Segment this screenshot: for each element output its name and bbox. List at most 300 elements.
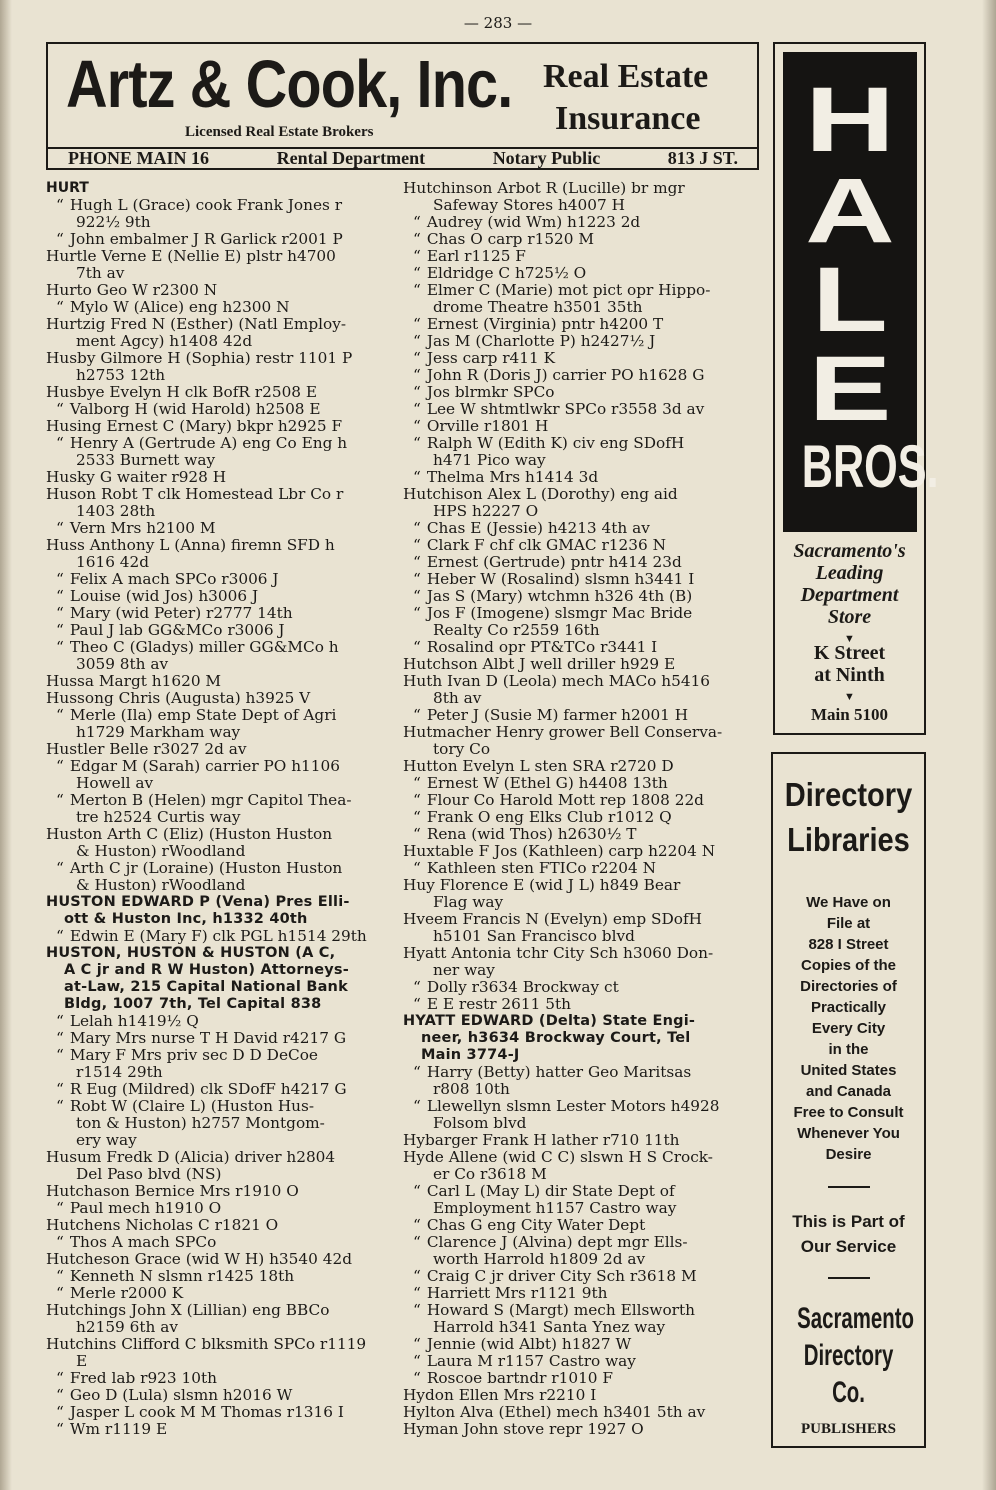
- directory-entry: [46, 1370, 391, 1387]
- entry-line: h2159 6th av: [76, 1318, 178, 1336]
- entry-line: “ Ernest W (Ethel G) h4408 13th: [403, 775, 761, 792]
- page-gutter-shadow: [0, 0, 12, 1490]
- entry-line: 1616 42d: [76, 553, 150, 571]
- directory-entry: [46, 282, 391, 299]
- entry-line: “ Frank O eng Elks Club r1012 Q: [403, 809, 761, 826]
- dir-ad-body: [773, 892, 924, 1165]
- entry-line: & Huston) rWoodland: [76, 876, 246, 894]
- ad-licensed-line: Licensed Real Estate Brokers: [185, 124, 374, 140]
- directory-entry: [46, 486, 391, 520]
- entry-line: A C jr and R W Huston) Attorneys-: [64, 962, 349, 978]
- entry-line: “ Howard S (Margt) mech Ellsworth: [403, 1302, 761, 1319]
- directory-entry: [403, 877, 761, 911]
- hale-address-line: at Ninth: [814, 664, 885, 686]
- entry-line: Husing Ernest C (Mary) bkpr h2925 F: [46, 417, 343, 435]
- entry-line: “ Rena (wid Thos) h2630½ T: [403, 826, 761, 843]
- directory-entry: [46, 1336, 391, 1370]
- entry-line: “ Harry (Betty) hatter Geo Maritsas: [403, 1064, 761, 1081]
- directory-entry: [403, 571, 761, 588]
- dir-ad-body-line: We Have on: [806, 894, 891, 911]
- entry-line: Husky G waiter r928 H: [46, 468, 227, 486]
- entry-line: Harrold h341 Santa Ynez way: [433, 1318, 666, 1336]
- entry-line: “ Craig C jr driver City Sch r3618 M: [403, 1268, 761, 1285]
- entry-line: “ Chas G eng City Water Dept: [403, 1217, 761, 1234]
- directory-entry: [46, 316, 391, 350]
- directory-entry: [403, 520, 761, 537]
- entry-line: “ Llewellyn slsmn Lester Motors h4928: [403, 1098, 761, 1115]
- directory-entry: [46, 1234, 391, 1251]
- dir-ad-body-line: and Canada: [805, 1083, 892, 1100]
- directory-entry: [46, 1421, 391, 1438]
- directory-entry: [403, 1217, 761, 1234]
- entry-line: “ Ralph W (Edith K) civ eng SDofH: [403, 435, 761, 452]
- directory-entry: [403, 248, 761, 265]
- directory-entry: [403, 1404, 761, 1421]
- entry-line: HUSTON EDWARD P (Vena) Pres Elli-: [46, 894, 350, 910]
- directory-entry: [403, 1149, 761, 1183]
- entry-line: “ Merle (Ila) emp State Dept of Agri: [46, 707, 391, 724]
- entry-line: “ Edgar M (Sarah) carrier PO h1106: [46, 758, 391, 775]
- entry-line: 7th av: [76, 264, 125, 282]
- ad-service-insurance: Insurance: [555, 100, 701, 137]
- dir-ad-company-line: Co.: [832, 1376, 865, 1409]
- ad-footer-rental: Rental Department: [276, 148, 426, 168]
- entry-line: “ Chas E (Jessie) h4213 4th av: [403, 520, 761, 537]
- artz-cook-advertisement: [46, 42, 759, 170]
- hale-bros-advertisement: [773, 42, 939, 735]
- entry-line: Huy Florence E (wid J L) h849 Bear: [403, 876, 681, 894]
- entry-line: “ Jas S (Mary) wtchmn h326 4th (B): [403, 588, 761, 605]
- directory-entry: [403, 911, 761, 945]
- entry-line: Hussong Chris (Augusta) h3925 V: [46, 689, 311, 707]
- directory-entry: [403, 1302, 761, 1336]
- entry-line: “ Audrey (wid Wm) h1223 2d: [403, 214, 761, 231]
- entry-line: Employment h1157 Castro way: [433, 1199, 677, 1217]
- entry-line: “ Earl r1125 F: [403, 248, 761, 265]
- directory-entry: [46, 299, 391, 316]
- down-arrow-icon: ▼: [844, 691, 855, 703]
- entry-line: Hutcheson Grace (wid W H) h3540 42d: [46, 1250, 352, 1268]
- directory-entry: [403, 486, 761, 520]
- entry-line: “ Merton B (Helen) mgr Capitol Thea-: [46, 792, 391, 809]
- hale-bros-wordmark: BROS.: [801, 433, 939, 500]
- directory-entry: [46, 231, 391, 248]
- entry-line: Hutton Evelyn L sten SRA r2720 D: [403, 757, 674, 775]
- entry-line: h2753 12th: [76, 366, 166, 384]
- page-edge-shadow: [982, 0, 996, 1490]
- entry-line: ott & Huston Inc, h1332 40th: [64, 911, 308, 927]
- entry-line: Hutchings John X (Lillian) eng BBCo: [46, 1301, 330, 1319]
- directory-entry: [403, 1285, 761, 1302]
- entry-line: “ Mylo W (Alice) eng h2300 N: [46, 299, 391, 316]
- entry-line: HPS h2227 O: [433, 502, 539, 520]
- entry-line: “ Jennie (wid Albt) h1827 W: [403, 1336, 761, 1353]
- entry-line: “ Eldridge C h725½ O: [403, 265, 761, 282]
- directory-entry: [403, 333, 761, 350]
- dir-ad-body-line: Practically: [810, 999, 887, 1016]
- dir-ad-rule: [828, 1277, 870, 1279]
- entry-line: Hurto Geo W r2300 N: [46, 281, 218, 299]
- directory-entry: [46, 1030, 391, 1047]
- dir-ad-body-line: Every City: [811, 1020, 886, 1037]
- directory-entry: [403, 996, 761, 1013]
- hale-address-line: K Street: [813, 642, 886, 664]
- directory-entry: [403, 724, 761, 758]
- directory-entry: [403, 605, 761, 639]
- entry-line: Safeway Stores h4007 H: [433, 196, 625, 214]
- entry-line: 2533 Burnett way: [76, 451, 216, 469]
- entry-line: Hurtzig Fred N (Esther) (Natl Employ-: [46, 315, 347, 333]
- ad-brand-name: Artz & Cook, Inc.: [66, 47, 513, 122]
- ad-footer-address: 813 J ST.: [667, 148, 738, 168]
- dir-ad-service-line: Our Service: [800, 1237, 897, 1256]
- dir-ad-body-line: 828 I Street: [808, 936, 889, 953]
- directory-entry: [46, 1404, 391, 1421]
- directory-entry: [403, 1387, 761, 1404]
- entry-line: “ Henry A (Gertrude A) eng Co Eng h: [46, 435, 391, 452]
- ad-footer: [68, 148, 738, 169]
- directory-entry: [46, 1081, 391, 1098]
- directory-entry: [403, 554, 761, 571]
- hale-tagline-line: Store: [827, 606, 872, 628]
- entry-line: “ Chas O carp r1520 M: [403, 231, 761, 248]
- dir-ad-company-line: Directory: [803, 1339, 894, 1372]
- directory-entry: [46, 1285, 391, 1302]
- entry-line: Hutchens Nicholas C r1821 O: [46, 1216, 279, 1234]
- entry-line: tory Co: [433, 740, 491, 758]
- directory-entry: [403, 979, 761, 996]
- directory-entry: [46, 1200, 391, 1217]
- directory-entry: [403, 214, 761, 231]
- directory-entry: [46, 469, 391, 486]
- entry-line: “ Thelma Mrs h1414 3d: [403, 469, 761, 486]
- entry-line: “ Laura M r1157 Castro way: [403, 1353, 761, 1370]
- directory-entry: [403, 1064, 761, 1098]
- entry-line: “ Paul J lab GG&MCo r3006 J: [46, 622, 391, 639]
- entry-line: “ Jas M (Charlotte P) h2427½ J: [403, 333, 761, 350]
- directory-entry: [403, 860, 761, 877]
- entry-line: Huson Robt T clk Homestead Lbr Co r: [46, 485, 344, 503]
- directory-entry: [46, 1183, 391, 1200]
- entry-line: Husum Fredk D (Alicia) driver h2804: [46, 1148, 336, 1166]
- entry-line: Hutchinson Arbot R (Lucille) br mgr: [403, 179, 685, 197]
- hale-tagline-line: Leading: [815, 562, 884, 584]
- ad-footer-notary: Notary Public: [492, 148, 601, 168]
- entry-line: “ Kenneth N slsmn r1425 18th: [46, 1268, 391, 1285]
- directory-entry: [403, 384, 761, 401]
- directory-entry: [403, 469, 761, 486]
- entry-line: “ Jos blrmkr SPCo: [403, 384, 761, 401]
- dir-ad-body-line: in the: [828, 1041, 869, 1058]
- entry-line: E: [76, 1352, 88, 1370]
- entry-line: “ Ernest (Gertrude) pntr h414 23d: [403, 554, 761, 571]
- directory-entry: [403, 775, 761, 792]
- directory-entry: [403, 180, 761, 214]
- directory-entry: [403, 809, 761, 826]
- directory-entry: [403, 418, 761, 435]
- directory-entry: [403, 792, 761, 809]
- directory-entry: [46, 350, 391, 384]
- entry-line: “ Theo C (Gladys) miller GG&MCo h: [46, 639, 391, 656]
- directory-entry: [46, 690, 391, 707]
- directory-entry: [403, 1353, 761, 1370]
- directory-entry: [403, 265, 761, 282]
- directory-column-right: [403, 180, 761, 1438]
- directory-entry: [46, 605, 391, 622]
- entry-line: “ Kathleen sten FTICo r2204 N: [403, 860, 761, 877]
- dir-ad-service: [773, 1209, 924, 1259]
- hale-tagline-line: Sacramento's: [793, 540, 906, 562]
- entry-line: “ Dolly r3634 Brockway ct: [403, 979, 761, 996]
- entry-line: “ Fred lab r923 10th: [46, 1370, 391, 1387]
- dir-ad-service-line: This is Part of: [792, 1212, 905, 1231]
- entry-line: 8th av: [433, 689, 482, 707]
- entry-line: Hveem Francis N (Evelyn) emp SDofH: [403, 910, 702, 928]
- directory-entry: [403, 1234, 761, 1268]
- entry-line: Hussa Margt h1620 M: [46, 672, 222, 690]
- directory-entry: [403, 1370, 761, 1387]
- directory-entry: [46, 571, 391, 588]
- directory-entry: [403, 1268, 761, 1285]
- ad-service-real-estate: Real Estate: [543, 58, 709, 95]
- dir-ad-body-line: Desire: [825, 1146, 872, 1163]
- dir-ad-body-line: Directories of: [800, 978, 897, 995]
- directory-entry: [403, 1132, 761, 1149]
- entry-line: “ Robt W (Claire L) (Huston Hus-: [46, 1098, 391, 1115]
- entry-line: Hutchson Albt J well driller h929 E: [403, 655, 676, 673]
- entry-line: “ Roscoe bartndr r1010 F: [403, 1370, 761, 1387]
- hale-letter-e: E: [808, 338, 892, 440]
- down-arrow-icon: ▼: [844, 633, 855, 645]
- directory-entry: [46, 792, 391, 826]
- entry-line: “ John R (Doris J) carrier PO h1628 G: [403, 367, 761, 384]
- directory-entry: [46, 1387, 391, 1404]
- directory-entry: [46, 860, 391, 894]
- surname-heading: [46, 180, 391, 197]
- directory-entry: [46, 894, 391, 928]
- directory-entry: [46, 1268, 391, 1285]
- entry-line: Huss Anthony L (Anna) firemn SFD h: [46, 536, 335, 554]
- dir-ad-company-line: Sacramento: [797, 1302, 914, 1335]
- entry-line: Hyde Allene (wid C C) slswn H S Crock-: [403, 1148, 713, 1166]
- entry-line: “ Wm r1119 E: [46, 1421, 391, 1438]
- entry-line: Husbye Evelyn H clk BofR r2508 E: [46, 383, 318, 401]
- entry-line: Folsom blvd: [433, 1114, 527, 1132]
- entry-line: “ Valborg H (wid Harold) h2508 E: [46, 401, 391, 418]
- hale-letter-h: H: [805, 69, 895, 171]
- directory-entry: [403, 537, 761, 554]
- directory-entry: [46, 622, 391, 639]
- directory-entry: [46, 1098, 391, 1149]
- directory-entry: [46, 248, 391, 282]
- directory-entry: [46, 1047, 391, 1081]
- entry-line: HURT: [46, 180, 89, 196]
- directory-entry: [403, 843, 761, 860]
- entry-line: Hutchason Bernice Mrs r1910 O: [46, 1182, 299, 1200]
- entry-line: h5101 San Francisco blvd: [433, 927, 635, 945]
- entry-line: Husby Gilmore H (Sophia) restr 1101 P: [46, 349, 353, 367]
- entry-line: “ Hugh L (Grace) cook Frank Jones r: [46, 197, 391, 214]
- dir-ad-body-line: File at: [826, 915, 871, 932]
- directory-entry: [403, 367, 761, 384]
- hale-tagline: [775, 540, 924, 650]
- directory-entry: [403, 350, 761, 367]
- entry-line: Howell av: [76, 774, 154, 792]
- entry-line: 1403 28th: [76, 502, 156, 520]
- directory-entry: [46, 1251, 391, 1268]
- entry-line: Bldg, 1007 7th, Tel Capital 838: [64, 996, 322, 1012]
- entry-line: “ Jos F (Imogene) slsmgr Mac Bride: [403, 605, 761, 622]
- entry-line: 3059 8th av: [76, 655, 169, 673]
- directory-entry: [46, 418, 391, 435]
- dir-ad-body-line: Free to Consult: [793, 1104, 904, 1121]
- entry-line: “ Carl L (May L) dir State Dept of: [403, 1183, 761, 1200]
- directory-entry: [46, 741, 391, 758]
- directory-entry: [46, 197, 391, 231]
- entry-line: “ Mary F Mrs priv sec D D DeCoe: [46, 1047, 391, 1064]
- entry-line: “ Rosalind opr PT&TCo r3441 I: [403, 639, 761, 656]
- entry-line: h1729 Markham way: [76, 723, 241, 741]
- hale-tagline-line: Department: [800, 584, 899, 606]
- entry-line: “ Louise (wid Jos) h3006 J: [46, 588, 391, 605]
- entry-line: Hyatt Antonia tchr City Sch h3060 Don-: [403, 944, 714, 962]
- directory-entry: [403, 758, 761, 775]
- directory-entry: [46, 758, 391, 792]
- entry-line: Hylton Alva (Ethel) mech h3401 5th av: [403, 1403, 706, 1421]
- directory-entry: [403, 945, 761, 979]
- entry-line: drome Theatre h3501 35th: [433, 298, 643, 316]
- directory-entry: [403, 639, 761, 656]
- directory-entry: [46, 1302, 391, 1336]
- dir-ad-body-line: Whenever You: [797, 1125, 900, 1142]
- directory-entry: [46, 928, 391, 945]
- entry-line: “ Elmer C (Marie) mot pict opr Hippo-: [403, 282, 761, 299]
- entry-line: “ Geo D (Lula) slsmn h2016 W: [46, 1387, 391, 1404]
- entry-line: Del Paso blvd (NS): [76, 1165, 222, 1183]
- entry-line: Flag way: [433, 893, 504, 911]
- entry-line: er Co r3618 M: [433, 1165, 547, 1183]
- entry-line: “ Edwin E (Mary F) clk PGL h1514 29th: [46, 928, 391, 945]
- entry-line: Hydon Ellen Mrs r2210 I: [403, 1386, 597, 1404]
- dir-ad-body-line: United States: [800, 1062, 897, 1079]
- dir-ad-rule: [828, 1186, 870, 1188]
- entry-line: ment Agcy) h1408 42d: [76, 332, 253, 350]
- entry-line: Main 3774-J: [421, 1047, 520, 1063]
- page-number: — 283 —: [463, 14, 533, 32]
- directory-entry: [403, 435, 761, 469]
- entry-line: 922½ 9th: [76, 213, 151, 231]
- dir-ad-publishers: PUBLISHERS: [800, 1421, 897, 1437]
- entry-line: HUSTON, HUSTON & HUSTON (A C,: [46, 945, 336, 961]
- directory-entry: [46, 1217, 391, 1234]
- directory-entry: [403, 656, 761, 673]
- directory-entry: [403, 1013, 761, 1064]
- directory-entry: [46, 639, 391, 673]
- directory-libraries-advertisement: [771, 752, 926, 1448]
- directory-entry: [46, 401, 391, 418]
- entry-line: Hyman John stove repr 1927 O: [403, 1420, 644, 1438]
- directory-entry: [403, 231, 761, 248]
- directory-entry: [46, 707, 391, 741]
- entry-line: & Huston) rWoodland: [76, 842, 246, 860]
- directory-entry: [46, 520, 391, 537]
- entry-line: “ Harriett Mrs r1121 9th: [403, 1285, 761, 1302]
- dir-ad-company: [797, 1300, 914, 1411]
- entry-line: worth Harrold h1809 2d av: [433, 1250, 646, 1268]
- directory-entry: [46, 945, 391, 1013]
- entry-line: neer, h3634 Brockway Court, Tel: [421, 1030, 691, 1046]
- directory-entry: [403, 1336, 761, 1353]
- entry-line: “ Peter J (Susie M) farmer h2001 H: [403, 707, 761, 724]
- directory-entry: [403, 1421, 761, 1438]
- entry-line: “ Mary Mrs nurse T H David r4217 G: [46, 1030, 391, 1047]
- entry-line: “ Orville r1801 H: [403, 418, 761, 435]
- entry-line: “ Paul mech h1910 O: [46, 1200, 391, 1217]
- entry-line: “ Jasper L cook M M Thomas r1316 I: [46, 1404, 391, 1421]
- entry-line: “ Mary (wid Peter) r2777 14th: [46, 605, 391, 622]
- hale-address: [775, 642, 924, 708]
- entry-line: “ Thos A mach SPCo: [46, 1234, 391, 1251]
- directory-entry: [403, 1183, 761, 1217]
- directory-entry: [403, 707, 761, 724]
- entry-line: Huth Ivan D (Leola) mech MACo h5416: [403, 672, 711, 690]
- directory-entry: [403, 1098, 761, 1132]
- entry-line: “ Felix A mach SPCo r3006 J: [46, 571, 391, 588]
- entry-line: ner way: [433, 961, 495, 979]
- entry-line: Huxtable F Jos (Kathleen) carp h2204 N: [403, 842, 716, 860]
- directory-column-left: [46, 180, 391, 1438]
- entry-line: “ Arth C jr (Loraine) (Huston Huston: [46, 860, 391, 877]
- entry-line: “ Heber W (Rosalind) slsmn h3441 I: [403, 571, 761, 588]
- directory-entry: [403, 401, 761, 418]
- hale-letter-l: L: [812, 249, 888, 351]
- entry-line: r1514 29th: [76, 1063, 163, 1081]
- entry-line: Realty Co r2559 16th: [433, 621, 600, 639]
- entry-line: Hutmacher Henry grower Bell Conserva-: [403, 723, 723, 741]
- entry-line: “ R Eug (Mildred) clk SDofF h4217 G: [46, 1081, 391, 1098]
- entry-line: Hybarger Frank H lather r710 11th: [403, 1131, 680, 1149]
- entry-line: “ John embalmer J R Garlick r2001 P: [46, 231, 391, 248]
- directory-entry: [46, 1149, 391, 1183]
- entry-line: “ E E restr 2611 5th: [403, 996, 761, 1013]
- entry-line: Hustler Belle r3027 2d av: [46, 740, 247, 758]
- directory-entry: [46, 1013, 391, 1030]
- entry-line: Hutchins Clifford C blksmith SPCo r1119: [46, 1335, 367, 1353]
- directory-entry: [403, 826, 761, 843]
- directory-entry: [46, 826, 391, 860]
- entry-line: tre h2524 Curtis way: [76, 808, 241, 826]
- hale-phone: Main 5100: [811, 705, 888, 724]
- entry-line: ery way: [76, 1131, 137, 1149]
- ad-footer-phone: PHONE MAIN 16: [68, 148, 209, 168]
- dir-ad-title-line: Directory: [784, 776, 913, 813]
- entry-line: “ Vern Mrs h2100 M: [46, 520, 391, 537]
- entry-line: at-Law, 215 Capital National Bank: [64, 979, 348, 995]
- dir-ad-title-line: Libraries: [787, 821, 910, 858]
- entry-line: “ Merle r2000 K: [46, 1285, 391, 1302]
- hale-logo-block: [783, 52, 939, 532]
- entry-line: “ Clarence J (Alvina) dept mgr Ells-: [403, 1234, 761, 1251]
- entry-line: Hurtle Verne E (Nellie E) plstr h4700: [46, 247, 336, 265]
- directory-entry: [46, 384, 391, 401]
- entry-line: “ Ernest (Virginia) pntr h4200 T: [403, 316, 761, 333]
- entry-line: h471 Pico way: [433, 451, 546, 469]
- entry-line: “ Lelah h1419½ Q: [46, 1013, 391, 1030]
- entry-line: HYATT EDWARD (Delta) State Engi-: [403, 1013, 696, 1029]
- dir-ad-title: [782, 772, 915, 862]
- directory-entry: [46, 673, 391, 690]
- directory-entry: [403, 588, 761, 605]
